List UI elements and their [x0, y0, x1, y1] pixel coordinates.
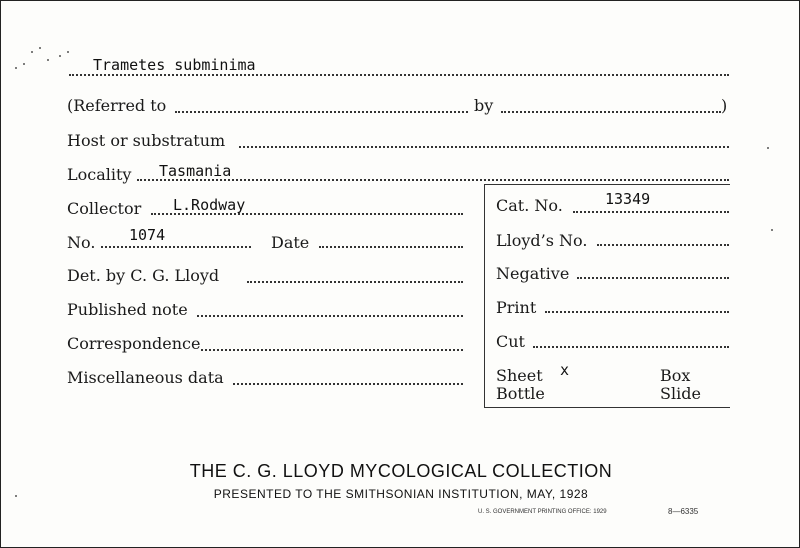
species-line	[69, 74, 729, 76]
bottle-label: Bottle	[496, 384, 545, 403]
box-label: Box	[660, 366, 691, 385]
misc-line	[233, 383, 463, 385]
cat-no-value: 13349	[605, 190, 651, 208]
cat-no-line	[573, 211, 729, 213]
printing-office-note: U. S. GOVERNMENT PRINTING OFFICE: 1929	[478, 509, 607, 515]
scan-speck	[771, 229, 773, 231]
scan-speck	[767, 147, 769, 149]
date-line	[319, 246, 463, 248]
misc-label: Miscellaneous data	[67, 368, 224, 387]
locality-label: Locality	[67, 165, 132, 184]
by-label: by	[474, 96, 494, 115]
cut-line	[533, 346, 729, 348]
scan-speck	[15, 495, 17, 497]
negative-label: Negative	[496, 264, 570, 283]
correspondence-line	[201, 349, 463, 351]
collection-title: THE C. G. LLOYD MYCOLOGICAL COLLECTION	[189, 461, 613, 481]
number-label: No.	[67, 233, 96, 252]
form-number: 8—6335	[668, 507, 699, 516]
print-label: Print	[496, 298, 537, 317]
published-note-line	[197, 315, 463, 317]
correspondence-label: Correspondence	[67, 334, 201, 353]
date-label: Date	[271, 233, 310, 252]
collector-label: Collector	[67, 199, 142, 218]
number-value: 1074	[129, 226, 166, 244]
published-note-label: Published note	[67, 300, 188, 319]
scan-speck	[15, 67, 17, 69]
referred-to-line	[175, 111, 468, 113]
slide-label: Slide	[660, 384, 701, 403]
det-by-label: Det. by C. G. Lloyd	[67, 266, 220, 285]
host-label: Host or substratum	[67, 131, 226, 150]
cat-no-label: Cat. No.	[496, 196, 563, 215]
lloyds-no-label: Lloyd’s No.	[496, 231, 588, 250]
locality-line	[137, 179, 729, 181]
by-line	[501, 111, 721, 113]
scan-speck	[23, 63, 25, 65]
scan-speck	[67, 51, 69, 53]
sheet-mark: x	[560, 361, 570, 379]
close-paren: )	[721, 96, 728, 115]
species-name: Trametes subminima	[93, 56, 256, 74]
scan-speck	[47, 59, 49, 61]
collection-subtitle: PRESENTED TO THE SMITHSONIAN INSTITUTION, MAY, 1928	[213, 487, 589, 501]
locality-value: Tasmania	[159, 162, 232, 180]
collector-line	[151, 213, 463, 215]
scan-speck	[31, 51, 33, 53]
cut-label: Cut	[496, 332, 525, 351]
scan-speck	[39, 47, 41, 49]
host-line	[239, 146, 729, 148]
scan-speck	[59, 55, 61, 57]
sheet-label: Sheet	[496, 366, 543, 385]
print-line	[545, 311, 729, 313]
lloyds-no-line	[597, 244, 729, 246]
collector-value: L.Rodway	[173, 196, 246, 214]
det-by-line	[247, 281, 463, 283]
number-line	[101, 246, 251, 248]
referred-to-label: (Referred to	[67, 96, 167, 115]
negative-line	[577, 277, 729, 279]
